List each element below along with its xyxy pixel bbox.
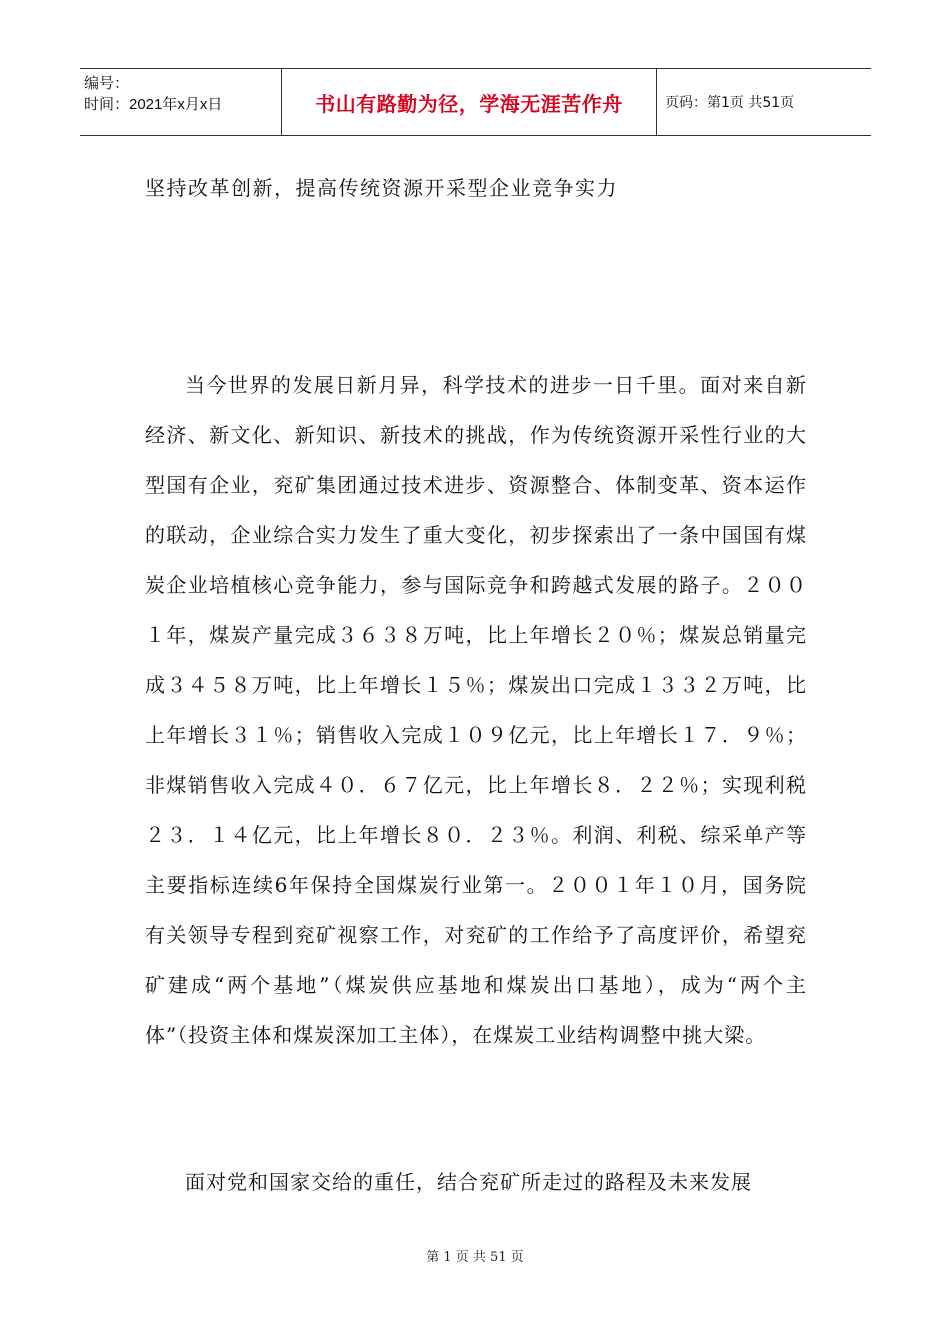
page-header	[80, 68, 871, 136]
document-number-label: 编号：	[84, 75, 130, 92]
header-meta-cell	[80, 69, 282, 135]
page-footer: 第 1 页 共 51 页	[426, 1250, 524, 1265]
header-motto: 书山有路勤为径，学海无涯苦作舟	[315, 91, 623, 116]
header-page-label: 页码：第1页 共51页	[665, 95, 795, 111]
header-motto-cell	[282, 69, 657, 135]
body-paragraph-1: 当今世界的发展日新月异，科学技术的进步一日千里。面对来自新经济、新文化、新知识、新技术的挑战，作为传统资源开采性行业的大型国有企业，兖矿集团通过技术进步、资源整合、体制变革、资本运作的联动，企业综合实力发生了重大变化，初步探索出了一条中国国有煤炭企业培植核心竞争能力，参与国际竞争和跨越式发展的路子。２００１年，煤炭产量完成３６３８万吨，比上年增长２０％；煤炭总销量完成３４５８万吨，比上年增长１５％；煤炭出口完成１３３２万吨，比上年增长３１％；销售收入完成１０９亿元，比上年增长１７．９％；非煤销售收入完成４０．６７亿元，比上年增长８．２２％；实现利税２３．１４亿元，比上年增长８０．２３％。利润、利税、综采单产等主要指标连续6年保持全国煤炭行业第一。２００１年１０月，国务院有关领导专程到兖矿视察工作，对兖矿的工作给予了高度评价，希望兖矿建成“两个基地”（煤炭供应基地和煤炭出口基地），成为“两个主体”（投资主体和煤炭深加工主体），在煤炭工业结构调整中挑大梁。	[145, 373, 807, 1047]
header-page-cell	[657, 69, 871, 135]
document-title: 坚持改革创新，提高传统资源开采型企业竞争实力	[145, 176, 618, 200]
body-paragraph-2: 面对党和国家交给的重任，结合兖矿所走过的路程及未来发展	[185, 1170, 752, 1194]
document-time-label: 时间：2021年x月x日	[84, 96, 223, 113]
